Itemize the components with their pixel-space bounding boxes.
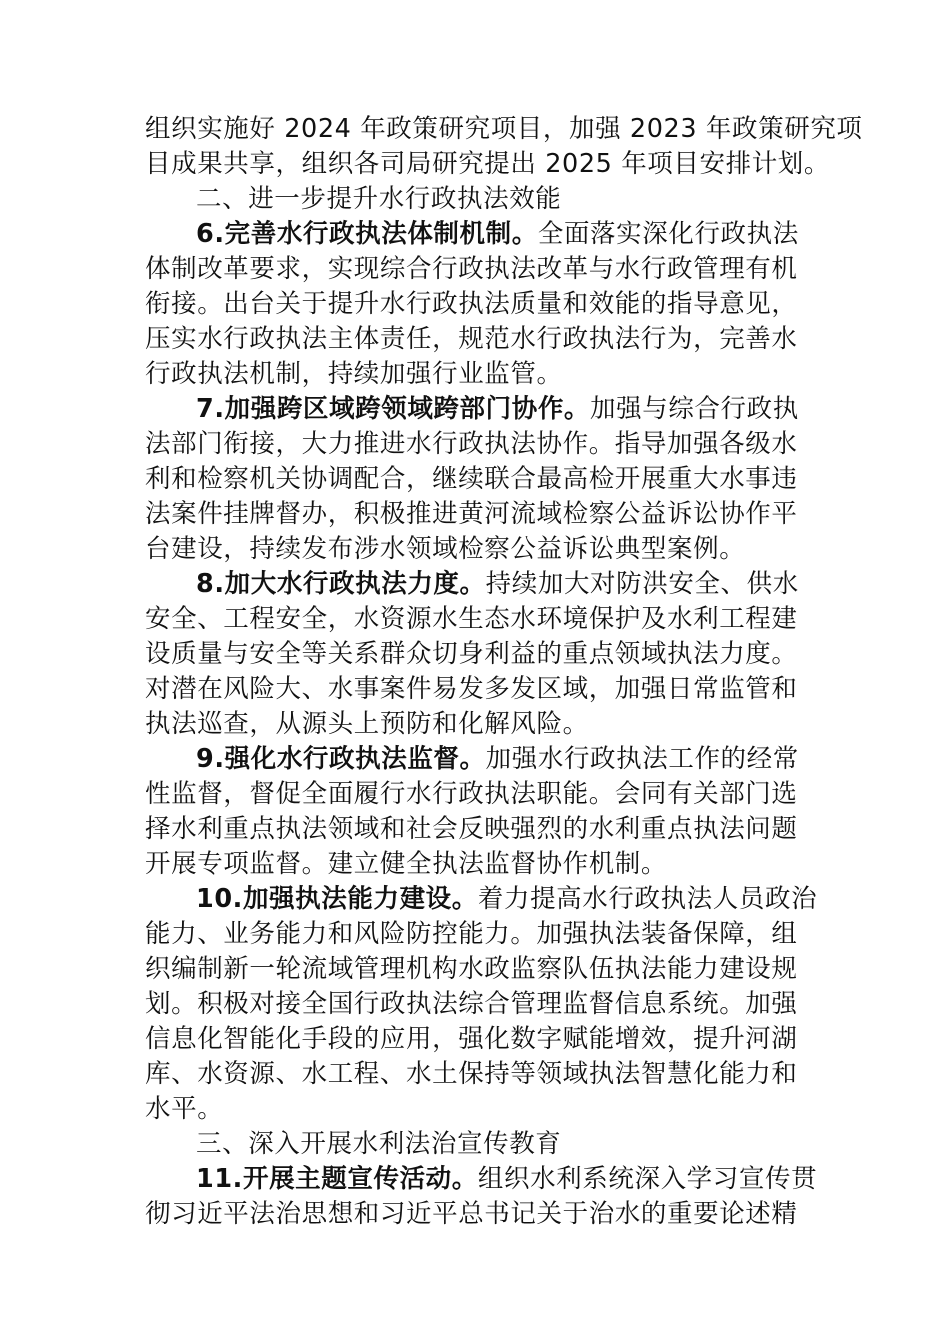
paragraph-text: 划。积极对接全国行政执法综合管理监督信息系统。加强 [145, 989, 798, 1019]
text-line [145, 322, 810, 357]
bold-heading-text: 7.加强跨区域跨领域跨部门协作。 [196, 394, 591, 424]
bold-heading-text: 8.加大水行政执法力度。 [196, 569, 486, 599]
paragraph-text: 安全、工程安全，水资源水生态水环境保护及水利工程建 [145, 604, 798, 634]
paragraph-text: 着力提高水行政执法人员政治 [477, 884, 818, 914]
text-line [145, 777, 810, 812]
text-line [145, 882, 818, 917]
paragraph-text: 行政执法机制，持续加强行业监管。 [145, 359, 563, 389]
text-line [145, 1197, 810, 1232]
text-line [145, 847, 810, 882]
bold-heading-text: 6.完善水行政执法体制机制。 [196, 219, 538, 249]
paragraph-text: 组织实施好 2024 年政策研究项目，加强 2023 年政策研究项 [145, 114, 863, 144]
text-line [145, 567, 810, 602]
paragraph-text: 执法巡查，从源头上预防和化解风险。 [145, 709, 589, 739]
text-line [145, 252, 810, 287]
paragraph-text: 持续加大对防洪安全、供水 [485, 569, 799, 599]
text-line [145, 1022, 810, 1057]
paragraph-text: 水平。 [145, 1094, 224, 1124]
paragraph-text: 设质量与安全等关系群众切身利益的重点领域执法力度。 [145, 639, 798, 669]
paragraph-text: 三、深入开展水利法治宣传教育 [196, 1129, 562, 1159]
text-line [145, 952, 810, 987]
paragraph-text: 台建设，持续发布涉水领域检察公益诉讼典型案例。 [145, 534, 746, 564]
paragraph-text: 开展专项监督。建立健全执法监督协作机制。 [145, 849, 668, 879]
paragraph-text: 压实水行政执法主体责任，规范水行政执法行为，完善水 [145, 324, 798, 354]
text-line [145, 497, 810, 532]
paragraph-text: 信息化智能化手段的应用，强化数字赋能增效，提升河湖 [145, 1024, 798, 1054]
text-line [145, 1092, 810, 1127]
paragraph-text: 加强与综合行政执 [590, 394, 799, 424]
text-line [145, 462, 810, 497]
paragraph-text: 织编制新一轮流域管理机构水政监察队伍执法能力建设规 [145, 954, 798, 984]
paragraph-text: 组织水利系统深入学习宣传贯 [477, 1164, 818, 1194]
paragraph-text: 法案件挂牌督办，积极推进黄河流域检察公益诉讼协作平 [145, 499, 798, 529]
document-body [145, 112, 863, 1232]
paragraph-text: 彻习近平法治思想和习近平总书记关于治水的重要论述精 [145, 1199, 798, 1229]
paragraph-text: 加强水行政执法工作的经常 [485, 744, 799, 774]
bold-heading-text: 9.强化水行政执法监督。 [196, 744, 486, 774]
text-line [145, 602, 810, 637]
text-line [145, 707, 810, 742]
text-line [145, 672, 810, 707]
text-line [145, 287, 810, 322]
text-line [145, 1057, 810, 1092]
text-line [145, 917, 810, 952]
paragraph-text: 对潜在风险大、水事案件易发多发区域，加强日常监管和 [145, 674, 798, 704]
paragraph-text: 择水利重点执法领域和社会反映强烈的水利重点执法问题 [145, 814, 798, 844]
text-line [145, 987, 810, 1022]
text-line [145, 182, 810, 217]
paragraph-text: 库、水资源、水工程、水土保持等领域执法智慧化能力和 [145, 1059, 798, 1089]
text-line [145, 1127, 810, 1162]
paragraph-text: 法部门衔接，大力推进水行政执法协作。指导加强各级水 [145, 429, 798, 459]
text-line [145, 427, 810, 462]
bold-heading-text: 11.开展主题宣传活动。 [196, 1164, 478, 1194]
bold-heading-text: 10.加强执法能力建设。 [196, 884, 478, 914]
paragraph-text: 目成果共享，组织各司局研究提出 2025 年项目安排计划。 [145, 149, 831, 179]
paragraph-text: 衔接。出台关于提升水行政执法质量和效能的指导意见， [145, 289, 798, 319]
text-line [145, 217, 810, 252]
text-line [145, 357, 810, 392]
paragraph-text: 性监督，督促全面履行水行政执法职能。会同有关部门选 [145, 779, 798, 809]
paragraph-text: 利和检察机关协调配合，继续联合最高检开展重大水事违 [145, 464, 798, 494]
paragraph-text: 能力、业务能力和风险防控能力。加强执法装备保障，组 [145, 919, 798, 949]
text-line [145, 147, 831, 182]
text-line [145, 392, 810, 427]
text-line [145, 812, 810, 847]
text-line [145, 532, 810, 567]
text-line [145, 637, 810, 672]
paragraph-text: 体制改革要求，实现综合行政执法改革与水行政管理有机 [145, 254, 798, 284]
paragraph-text: 二、进一步提升水行政执法效能 [196, 184, 562, 214]
paragraph-text: 全面落实深化行政执法 [537, 219, 799, 249]
text-line [145, 742, 810, 777]
text-line [145, 1162, 818, 1197]
text-line [145, 112, 863, 147]
